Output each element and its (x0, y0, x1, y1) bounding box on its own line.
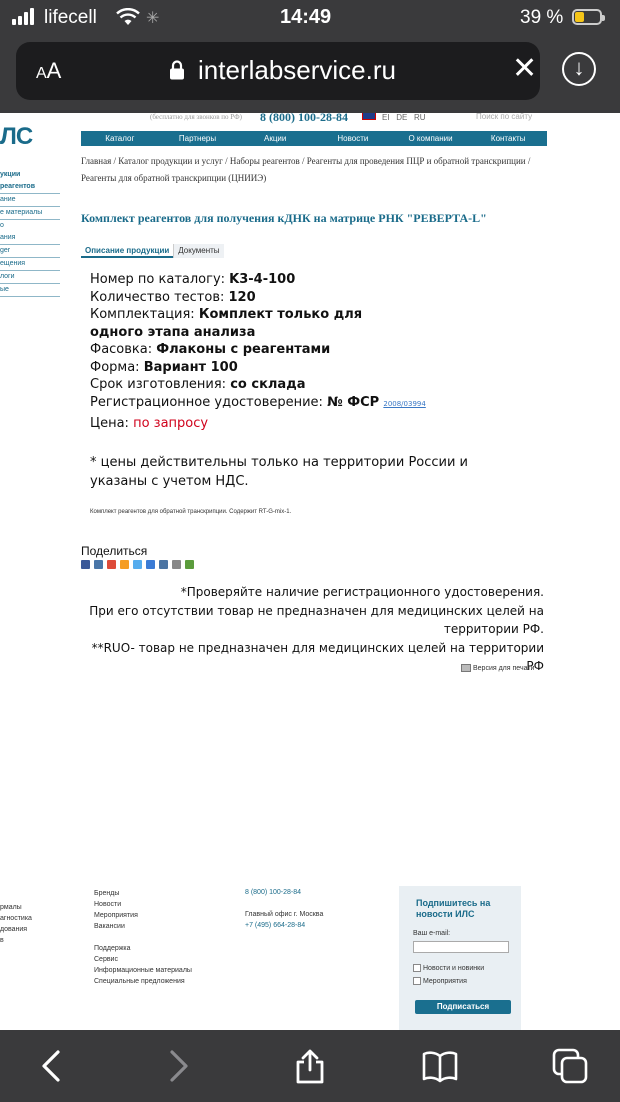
page-title: Комплект реагентов для получения кДНК на матрице РНК "РЕВЕРТА-L" (81, 211, 487, 225)
site-logo[interactable]: ЛС (0, 123, 33, 150)
download-icon[interactable]: ↓ (562, 52, 596, 86)
share-livejournal-icon[interactable] (159, 560, 168, 569)
price-note: * цены действительны только на территории России и указаны с учетом НДС. (90, 455, 469, 489)
tabs-icon[interactable] (552, 1048, 588, 1084)
web-page (0, 113, 620, 1030)
forward-icon[interactable] (160, 1048, 196, 1084)
email-label: Ваш e-mail: (413, 930, 451, 937)
subscribe-title: Подпишитесь на новости ИЛС (416, 898, 491, 919)
url-text[interactable]: interlabservice.ru (198, 55, 396, 85)
main-nav (81, 131, 547, 146)
sidebar-item[interactable]: реагентов (0, 181, 60, 194)
footer-links: Бренды Новости Мероприятия Вакансии Поддержка Сервис Информационные материалы Специальные предложения (94, 890, 192, 985)
nav-news[interactable]: Новости (337, 134, 369, 143)
spec-registration: Регистрационное удостоверение: № ФСР 2008/03994 (90, 394, 426, 410)
share-vk-icon[interactable] (94, 560, 103, 569)
share-icon[interactable] (292, 1048, 328, 1084)
product-specs (90, 271, 510, 433)
sidebar-item[interactable]: е материалы (0, 207, 60, 220)
spec-price: Цена: по запросу (90, 416, 209, 431)
checkbox-news[interactable]: Новости и новинки (413, 964, 484, 972)
clock: 14:49 (280, 6, 332, 28)
spec-catalog-number: Номер по каталогу: K3-4-100 (90, 272, 296, 287)
sidebar-item[interactable]: ание (0, 194, 60, 207)
address-bar[interactable] (16, 42, 540, 100)
breadcrumb[interactable]: Главная / Каталог продукции и услуг / Наборы реагентов / Реагенты для проведения ПЦР и обратной транскрипции / Реагенты для обратной транскрипции (ЦНИИЭ) (81, 156, 531, 183)
nav-partners[interactable]: Партнеры (178, 134, 217, 143)
nav-contacts[interactable]: Контакты (490, 134, 526, 143)
share-more-icon[interactable] (185, 560, 194, 569)
footer-left-links: рмалы агностика дования в (0, 904, 32, 944)
spec-tests-count: Количество тестов: 120 (90, 289, 256, 305)
office-label: Главный офис г. Москва (245, 911, 324, 918)
share-facebook-icon[interactable] (81, 560, 90, 569)
share-odnoklassniki-icon[interactable] (120, 560, 129, 569)
spec-packing: Фасовка: Флаконы с реагентами (90, 342, 331, 357)
share-google-icon[interactable] (107, 560, 116, 569)
sidebar-item[interactable]: о (0, 222, 4, 229)
registration-link[interactable]: 2008/03994 (383, 399, 426, 408)
site-search-input[interactable]: Поиск по сайту (476, 113, 533, 121)
share-mail-icon[interactable] (146, 560, 155, 569)
browser-toolbar (0, 1030, 620, 1102)
nav-promotions[interactable]: Акции (264, 134, 287, 143)
office-phone[interactable]: +7 (495) 664-28-84 (245, 922, 306, 929)
printer-icon (461, 664, 471, 672)
share-blogger-icon[interactable] (172, 560, 181, 569)
print-version-link[interactable]: Версия для печати (461, 664, 534, 672)
share-buttons (81, 560, 194, 569)
newsletter-subscribe (399, 886, 521, 1030)
cellular-signal-icon (12, 8, 34, 25)
carrier-name: lifecell (44, 7, 97, 28)
sidebar-item[interactable]: ger (0, 245, 60, 258)
footer-phone[interactable]: 8 (800) 100-28-84 (245, 889, 302, 896)
share-twitter-icon[interactable] (133, 560, 142, 569)
spec-form: Форма: Вариант 100 (90, 359, 238, 375)
nav-catalog[interactable]: Каталог (105, 134, 135, 143)
sidebar-item[interactable]: ые (0, 284, 60, 297)
registration-disclaimer: *Проверяйте наличие регистрационного удостоверения. При его отсутствии товар не предназначен для медицинских целей на территории РФ. **RUO- товар не предназначен для медицинских целей на территории РФ (89, 585, 544, 673)
bookmarks-icon[interactable] (422, 1048, 458, 1084)
spec-kit: Комплектация: Комплект только для одного этапа анализа (90, 307, 363, 340)
site-footer (0, 872, 620, 1030)
share-label: Поделиться (81, 544, 148, 558)
checkbox-icon[interactable] (413, 977, 421, 985)
free-call-note: (бесплатно для звонков по РФ) (150, 113, 242, 121)
status-bar (0, 0, 620, 38)
footer-contacts (245, 887, 323, 931)
sidebar-item[interactable]: ания (0, 232, 60, 245)
sidebar-item[interactable]: ещения (0, 258, 60, 271)
uk-flag-icon[interactable] (362, 113, 376, 120)
spec-term: Срок изготовления: со склада (90, 377, 306, 392)
checkbox-icon[interactable] (413, 964, 421, 972)
product-description: Комплект реагентов для обратной транскрипции. Содержит RT-G-mix-1. (90, 509, 292, 515)
battery-icon (572, 9, 602, 25)
sidebar-item[interactable]: логи (0, 271, 60, 284)
language-switcher[interactable]: EI DE RU (362, 113, 426, 122)
loading-spinner-icon: ✳ (146, 10, 160, 27)
email-field[interactable] (413, 941, 509, 953)
sidebar-item[interactable]: укции (0, 171, 21, 178)
subscribe-button[interactable]: Подписаться (415, 1000, 511, 1014)
tab-documents[interactable]: Документы (173, 244, 223, 258)
price-request-link[interactable]: по запросу (133, 416, 209, 431)
reader-settings-button[interactable]: AA (36, 58, 62, 83)
lock-icon (169, 59, 185, 81)
close-icon[interactable]: ✕ (512, 52, 538, 85)
header-phone[interactable]: 8 (800) 100-28-84 (260, 113, 348, 124)
wifi-icon (116, 8, 140, 26)
checkbox-events[interactable]: Мероприятия (413, 977, 467, 985)
battery-percent: 39 % (520, 7, 564, 28)
product-tabs (81, 244, 224, 258)
sidebar-menu (0, 169, 60, 297)
back-icon[interactable] (34, 1048, 70, 1084)
tab-description[interactable]: Описание продукции (81, 244, 173, 258)
nav-about[interactable]: О компании (408, 134, 453, 143)
